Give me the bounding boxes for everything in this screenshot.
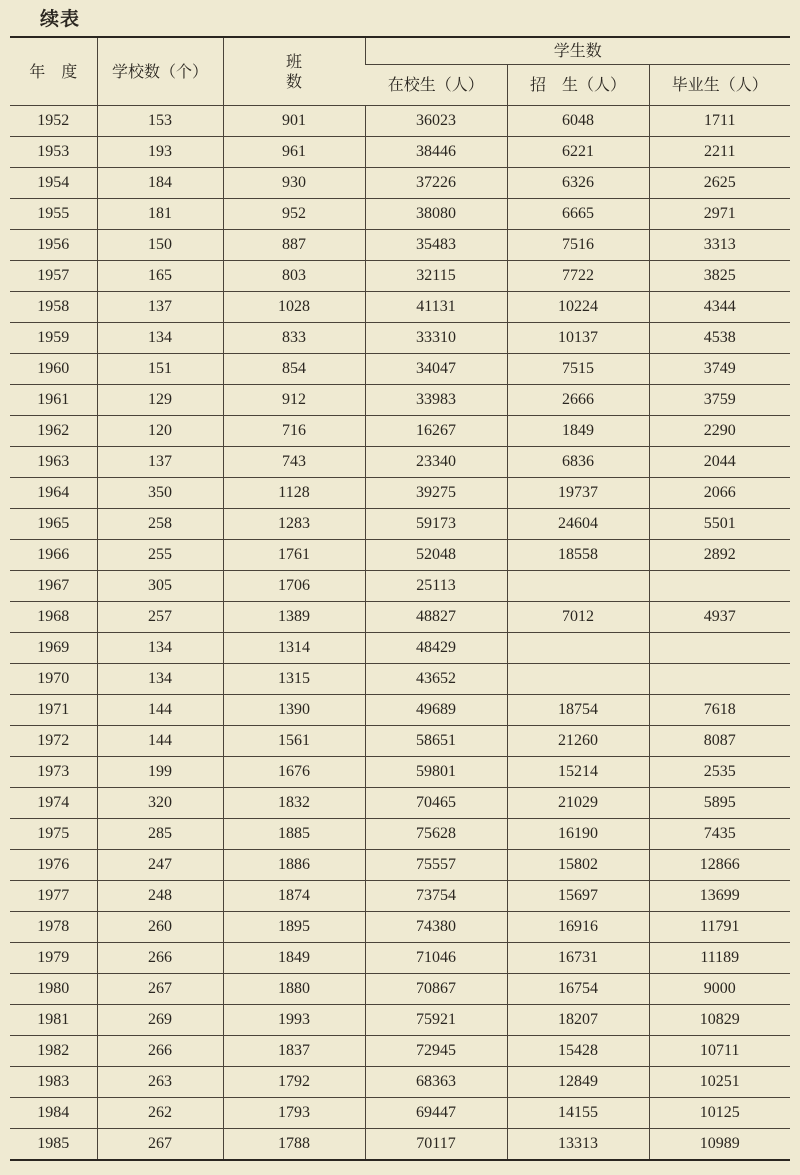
table-row xyxy=(10,354,790,385)
cell-classes: 1314 xyxy=(223,633,365,664)
cell-graduates: 12866 xyxy=(649,850,790,881)
cell-classes: 1028 xyxy=(223,292,365,323)
cell-graduates: 2211 xyxy=(649,137,790,168)
statistics-table xyxy=(10,36,790,1161)
table-row xyxy=(10,757,790,788)
table-row xyxy=(10,819,790,850)
cell-admitted: 18207 xyxy=(507,1005,649,1036)
cell-schools: 260 xyxy=(97,912,223,943)
table-row xyxy=(10,323,790,354)
cell-schools: 184 xyxy=(97,168,223,199)
cell-enrolled: 70465 xyxy=(365,788,507,819)
cell-graduates: 2290 xyxy=(649,416,790,447)
cell-enrolled: 37226 xyxy=(365,168,507,199)
cell-classes: 1315 xyxy=(223,664,365,695)
cell-schools: 193 xyxy=(97,137,223,168)
cell-admitted: 24604 xyxy=(507,509,649,540)
cell-enrolled: 43652 xyxy=(365,664,507,695)
cell-classes: 1128 xyxy=(223,478,365,509)
table-row xyxy=(10,106,790,137)
header-admitted: 招 生（人） xyxy=(507,65,649,106)
table-row xyxy=(10,478,790,509)
cell-classes: 1886 xyxy=(223,850,365,881)
cell-schools: 258 xyxy=(97,509,223,540)
cell-schools: 350 xyxy=(97,478,223,509)
header-classes-label: 班数 xyxy=(285,51,302,91)
cell-enrolled: 33983 xyxy=(365,385,507,416)
cell-enrolled: 75921 xyxy=(365,1005,507,1036)
cell-year: 1963 xyxy=(10,447,97,478)
cell-admitted: 18754 xyxy=(507,695,649,726)
cell-year: 1983 xyxy=(10,1067,97,1098)
table-row xyxy=(10,540,790,571)
cell-year: 1964 xyxy=(10,478,97,509)
table-row xyxy=(10,261,790,292)
cell-enrolled: 25113 xyxy=(365,571,507,602)
cell-schools: 248 xyxy=(97,881,223,912)
cell-admitted: 6836 xyxy=(507,447,649,478)
table-row xyxy=(10,1129,790,1161)
cell-schools: 129 xyxy=(97,385,223,416)
cell-schools: 269 xyxy=(97,1005,223,1036)
cell-classes: 803 xyxy=(223,261,365,292)
table-row xyxy=(10,1098,790,1129)
cell-admitted: 18558 xyxy=(507,540,649,571)
cell-classes: 1390 xyxy=(223,695,365,726)
table-row xyxy=(10,571,790,602)
cell-schools: 134 xyxy=(97,664,223,695)
cell-year: 1953 xyxy=(10,137,97,168)
cell-graduates: 2971 xyxy=(649,199,790,230)
cell-year: 1961 xyxy=(10,385,97,416)
table-row xyxy=(10,1036,790,1067)
cell-year: 1971 xyxy=(10,695,97,726)
cell-year: 1960 xyxy=(10,354,97,385)
cell-graduates: 11189 xyxy=(649,943,790,974)
table-row xyxy=(10,912,790,943)
cell-graduates: 10829 xyxy=(649,1005,790,1036)
cell-classes: 1895 xyxy=(223,912,365,943)
table-row xyxy=(10,137,790,168)
table-row xyxy=(10,447,790,478)
table-body xyxy=(10,106,790,1161)
cell-graduates: 7618 xyxy=(649,695,790,726)
table-row xyxy=(10,788,790,819)
cell-year: 1954 xyxy=(10,168,97,199)
cell-admitted xyxy=(507,571,649,602)
cell-admitted: 6326 xyxy=(507,168,649,199)
header-graduates: 毕业生（人） xyxy=(649,65,790,106)
cell-year: 1981 xyxy=(10,1005,97,1036)
cell-classes: 1837 xyxy=(223,1036,365,1067)
cell-graduates: 9000 xyxy=(649,974,790,1005)
cell-graduates: 4344 xyxy=(649,292,790,323)
cell-classes: 854 xyxy=(223,354,365,385)
table-row xyxy=(10,416,790,447)
cell-year: 1975 xyxy=(10,819,97,850)
cell-enrolled: 49689 xyxy=(365,695,507,726)
cell-admitted: 7012 xyxy=(507,602,649,633)
cell-classes: 1832 xyxy=(223,788,365,819)
cell-year: 1980 xyxy=(10,974,97,1005)
cell-enrolled: 73754 xyxy=(365,881,507,912)
cell-schools: 267 xyxy=(97,1129,223,1161)
cell-schools: 134 xyxy=(97,323,223,354)
cell-graduates xyxy=(649,571,790,602)
table-row xyxy=(10,943,790,974)
cell-admitted: 16190 xyxy=(507,819,649,850)
cell-schools: 199 xyxy=(97,757,223,788)
cell-classes: 1676 xyxy=(223,757,365,788)
cell-enrolled: 39275 xyxy=(365,478,507,509)
header-enrolled: 在校生（人） xyxy=(365,65,507,106)
cell-year: 1956 xyxy=(10,230,97,261)
cell-enrolled: 59173 xyxy=(365,509,507,540)
cell-admitted: 10137 xyxy=(507,323,649,354)
cell-admitted: 15697 xyxy=(507,881,649,912)
cell-schools: 144 xyxy=(97,726,223,757)
cell-schools: 151 xyxy=(97,354,223,385)
cell-schools: 181 xyxy=(97,199,223,230)
cell-graduates: 2044 xyxy=(649,447,790,478)
cell-graduates: 13699 xyxy=(649,881,790,912)
cell-classes: 1561 xyxy=(223,726,365,757)
cell-year: 1969 xyxy=(10,633,97,664)
cell-graduates: 10125 xyxy=(649,1098,790,1129)
table-row xyxy=(10,230,790,261)
cell-enrolled: 32115 xyxy=(365,261,507,292)
cell-year: 1957 xyxy=(10,261,97,292)
cell-admitted: 2666 xyxy=(507,385,649,416)
cell-enrolled: 48429 xyxy=(365,633,507,664)
cell-enrolled: 74380 xyxy=(365,912,507,943)
cell-enrolled: 70117 xyxy=(365,1129,507,1161)
cell-admitted: 15214 xyxy=(507,757,649,788)
table-row xyxy=(10,633,790,664)
cell-admitted: 16731 xyxy=(507,943,649,974)
cell-year: 1982 xyxy=(10,1036,97,1067)
cell-graduates: 2892 xyxy=(649,540,790,571)
header-classes xyxy=(223,37,365,106)
cell-admitted xyxy=(507,664,649,695)
cell-year: 1979 xyxy=(10,943,97,974)
cell-schools: 153 xyxy=(97,106,223,137)
cell-year: 1965 xyxy=(10,509,97,540)
cell-enrolled: 35483 xyxy=(365,230,507,261)
cell-schools: 134 xyxy=(97,633,223,664)
cell-schools: 262 xyxy=(97,1098,223,1129)
cell-year: 1967 xyxy=(10,571,97,602)
cell-enrolled: 58651 xyxy=(365,726,507,757)
cell-classes: 952 xyxy=(223,199,365,230)
cell-year: 1972 xyxy=(10,726,97,757)
cell-admitted: 16754 xyxy=(507,974,649,1005)
cell-classes: 1389 xyxy=(223,602,365,633)
cell-classes: 833 xyxy=(223,323,365,354)
cell-admitted: 19737 xyxy=(507,478,649,509)
table-row xyxy=(10,695,790,726)
cell-enrolled: 48827 xyxy=(365,602,507,633)
cell-year: 1976 xyxy=(10,850,97,881)
cell-graduates: 2066 xyxy=(649,478,790,509)
cell-admitted: 7722 xyxy=(507,261,649,292)
cell-graduates: 8087 xyxy=(649,726,790,757)
cell-graduates: 10711 xyxy=(649,1036,790,1067)
cell-graduates: 7435 xyxy=(649,819,790,850)
cell-graduates: 5501 xyxy=(649,509,790,540)
cell-graduates: 4538 xyxy=(649,323,790,354)
cell-schools: 165 xyxy=(97,261,223,292)
table-row xyxy=(10,199,790,230)
cell-graduates: 10251 xyxy=(649,1067,790,1098)
cell-year: 1966 xyxy=(10,540,97,571)
cell-enrolled: 52048 xyxy=(365,540,507,571)
cell-enrolled: 70867 xyxy=(365,974,507,1005)
cell-graduates xyxy=(649,664,790,695)
header-students: 学生数 xyxy=(365,37,790,65)
cell-enrolled: 68363 xyxy=(365,1067,507,1098)
cell-enrolled: 75557 xyxy=(365,850,507,881)
cell-admitted: 1849 xyxy=(507,416,649,447)
cell-year: 1977 xyxy=(10,881,97,912)
cell-classes: 901 xyxy=(223,106,365,137)
cell-year: 1973 xyxy=(10,757,97,788)
cell-schools: 257 xyxy=(97,602,223,633)
cell-enrolled: 59801 xyxy=(365,757,507,788)
cell-graduates: 10989 xyxy=(649,1129,790,1161)
table-row xyxy=(10,664,790,695)
table-row xyxy=(10,850,790,881)
cell-year: 1984 xyxy=(10,1098,97,1129)
cell-year: 1962 xyxy=(10,416,97,447)
cell-graduates: 1711 xyxy=(649,106,790,137)
cell-graduates: 3825 xyxy=(649,261,790,292)
cell-enrolled: 36023 xyxy=(365,106,507,137)
table-row xyxy=(10,602,790,633)
table-row xyxy=(10,509,790,540)
cell-classes: 1706 xyxy=(223,571,365,602)
cell-year: 1968 xyxy=(10,602,97,633)
cell-admitted: 6665 xyxy=(507,199,649,230)
cell-admitted: 7516 xyxy=(507,230,649,261)
cell-schools: 320 xyxy=(97,788,223,819)
table-row xyxy=(10,974,790,1005)
cell-schools: 255 xyxy=(97,540,223,571)
cell-admitted: 14155 xyxy=(507,1098,649,1129)
cell-enrolled: 16267 xyxy=(365,416,507,447)
cell-schools: 266 xyxy=(97,1036,223,1067)
header-year: 年 度 xyxy=(10,37,97,106)
cell-schools: 263 xyxy=(97,1067,223,1098)
cell-admitted: 6048 xyxy=(507,106,649,137)
cell-year: 1952 xyxy=(10,106,97,137)
cell-classes: 716 xyxy=(223,416,365,447)
cell-classes: 1880 xyxy=(223,974,365,1005)
cell-year: 1985 xyxy=(10,1129,97,1161)
cell-admitted: 21260 xyxy=(507,726,649,757)
cell-schools: 137 xyxy=(97,292,223,323)
cell-graduates: 5895 xyxy=(649,788,790,819)
cell-year: 1974 xyxy=(10,788,97,819)
cell-enrolled: 75628 xyxy=(365,819,507,850)
header-schools: 学校数（个） xyxy=(97,37,223,106)
cell-admitted: 13313 xyxy=(507,1129,649,1161)
table-header xyxy=(10,37,790,106)
table-row xyxy=(10,1005,790,1036)
cell-schools: 120 xyxy=(97,416,223,447)
cell-year: 1959 xyxy=(10,323,97,354)
cell-enrolled: 23340 xyxy=(365,447,507,478)
cell-schools: 150 xyxy=(97,230,223,261)
cell-year: 1955 xyxy=(10,199,97,230)
table-row xyxy=(10,1067,790,1098)
cell-graduates: 2625 xyxy=(649,168,790,199)
cell-classes: 930 xyxy=(223,168,365,199)
cell-admitted: 7515 xyxy=(507,354,649,385)
cell-graduates xyxy=(649,633,790,664)
table-row xyxy=(10,292,790,323)
cell-classes: 912 xyxy=(223,385,365,416)
cell-classes: 1885 xyxy=(223,819,365,850)
table-row xyxy=(10,726,790,757)
cell-classes: 743 xyxy=(223,447,365,478)
cell-classes: 1792 xyxy=(223,1067,365,1098)
cell-schools: 137 xyxy=(97,447,223,478)
cell-enrolled: 34047 xyxy=(365,354,507,385)
cell-admitted: 15802 xyxy=(507,850,649,881)
cell-classes: 1993 xyxy=(223,1005,365,1036)
cell-schools: 144 xyxy=(97,695,223,726)
cell-classes: 1793 xyxy=(223,1098,365,1129)
cell-admitted: 15428 xyxy=(507,1036,649,1067)
cell-classes: 1761 xyxy=(223,540,365,571)
cell-admitted: 12849 xyxy=(507,1067,649,1098)
cell-admitted: 10224 xyxy=(507,292,649,323)
cell-classes: 1283 xyxy=(223,509,365,540)
cell-admitted xyxy=(507,633,649,664)
cell-classes: 1849 xyxy=(223,943,365,974)
cell-classes: 1874 xyxy=(223,881,365,912)
cell-classes: 887 xyxy=(223,230,365,261)
cell-admitted: 6221 xyxy=(507,137,649,168)
table-row xyxy=(10,881,790,912)
cell-year: 1958 xyxy=(10,292,97,323)
cell-enrolled: 38080 xyxy=(365,199,507,230)
cell-graduates: 3749 xyxy=(649,354,790,385)
cell-schools: 305 xyxy=(97,571,223,602)
cell-graduates: 3313 xyxy=(649,230,790,261)
cell-classes: 961 xyxy=(223,137,365,168)
cell-enrolled: 33310 xyxy=(365,323,507,354)
cell-enrolled: 38446 xyxy=(365,137,507,168)
cell-graduates: 3759 xyxy=(649,385,790,416)
table-row xyxy=(10,168,790,199)
cell-graduates: 11791 xyxy=(649,912,790,943)
cell-schools: 266 xyxy=(97,943,223,974)
cell-graduates: 2535 xyxy=(649,757,790,788)
table-caption: 续表 xyxy=(40,8,81,30)
cell-year: 1978 xyxy=(10,912,97,943)
table-row xyxy=(10,385,790,416)
cell-schools: 285 xyxy=(97,819,223,850)
cell-enrolled: 69447 xyxy=(365,1098,507,1129)
cell-admitted: 16916 xyxy=(507,912,649,943)
cell-enrolled: 71046 xyxy=(365,943,507,974)
cell-schools: 267 xyxy=(97,974,223,1005)
cell-classes: 1788 xyxy=(223,1129,365,1161)
cell-admitted: 21029 xyxy=(507,788,649,819)
cell-graduates: 4937 xyxy=(649,602,790,633)
cell-year: 1970 xyxy=(10,664,97,695)
cell-schools: 247 xyxy=(97,850,223,881)
cell-enrolled: 41131 xyxy=(365,292,507,323)
cell-enrolled: 72945 xyxy=(365,1036,507,1067)
